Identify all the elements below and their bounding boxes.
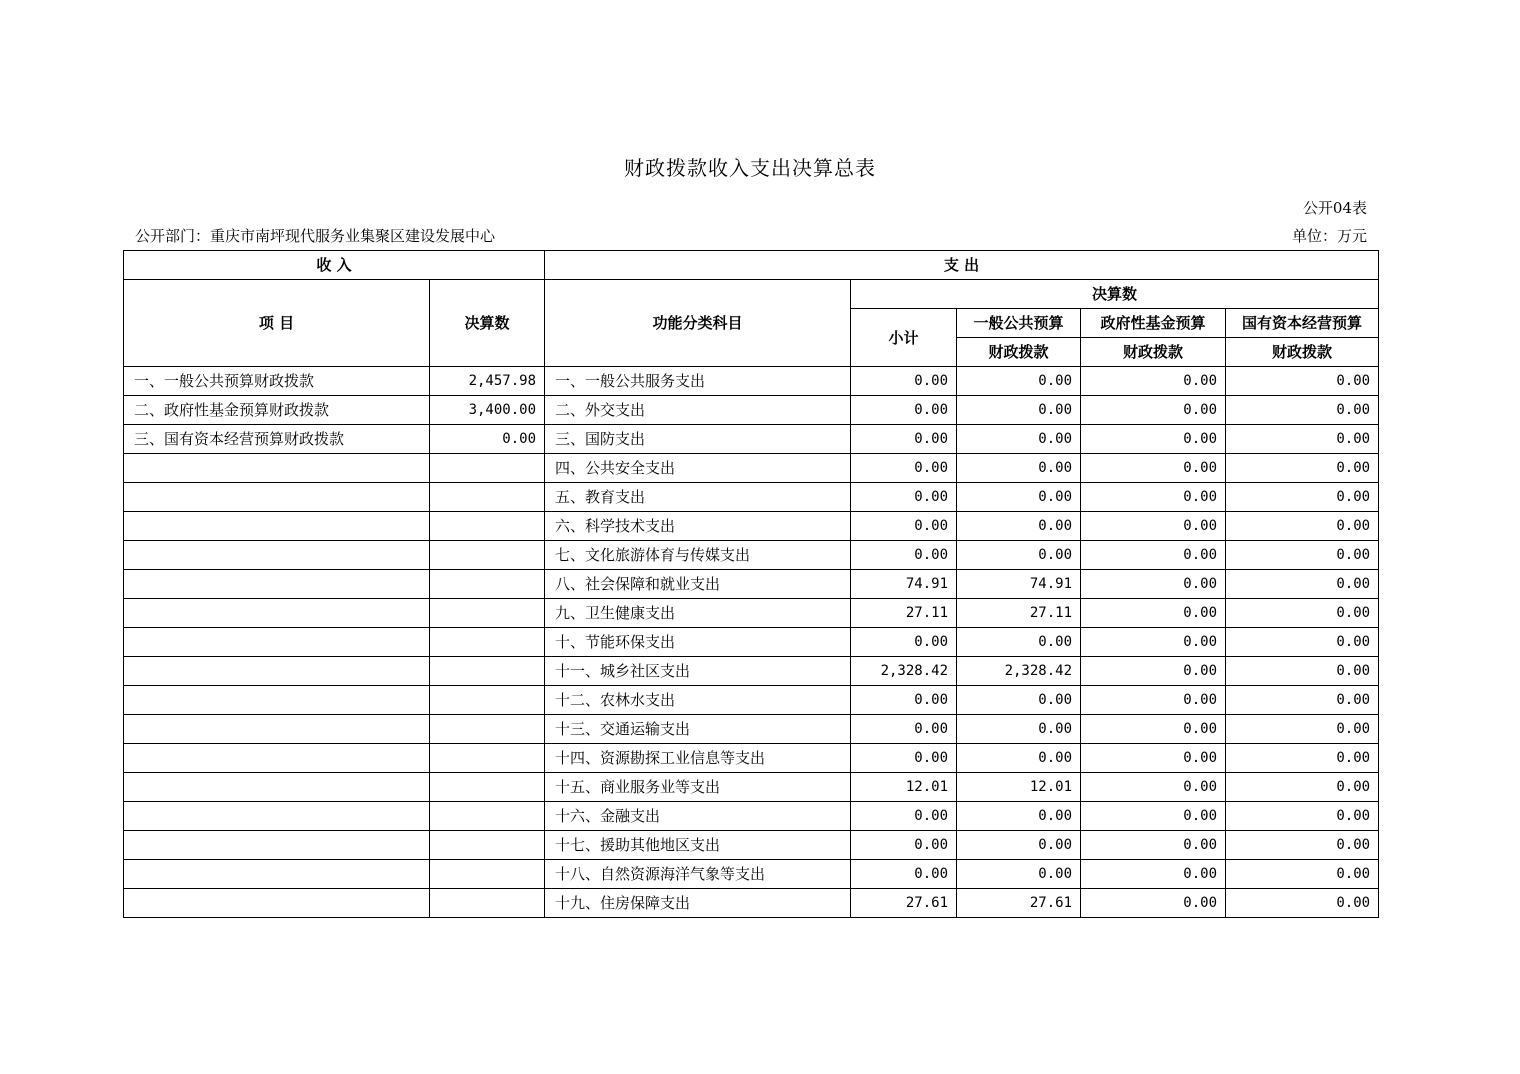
income-amount-cell [430, 599, 545, 628]
table-row [124, 889, 1379, 918]
table-row [124, 396, 1379, 425]
income-amount-cell [430, 483, 545, 512]
income-amount-cell [430, 628, 545, 657]
general-budget-cell: 0.00 [957, 454, 1081, 483]
state-capital-header-line1: 国有资本经营预算 [1226, 309, 1379, 338]
fiscal-appropriation-table [123, 250, 1379, 918]
income-amount-cell [430, 686, 545, 715]
subtotal-cell: 0.00 [851, 454, 957, 483]
income-header: 收 入 [124, 251, 545, 280]
gov-fund-cell: 0.00 [1081, 831, 1226, 860]
income-amount-cell [430, 657, 545, 686]
general-budget-cell: 0.00 [957, 483, 1081, 512]
subtotal-cell: 27.11 [851, 599, 957, 628]
income-item-cell [124, 541, 430, 570]
income-item-cell [124, 628, 430, 657]
expense-item-cell: 二、外交支出 [545, 396, 851, 425]
income-amount-cell [430, 889, 545, 918]
state-capital-header-line2: 财政拨款 [1226, 338, 1379, 367]
income-item-cell [124, 599, 430, 628]
table-row [124, 657, 1379, 686]
expense-item-cell: 十四、资源勘探工业信息等支出 [545, 744, 851, 773]
gov-fund-cell: 0.00 [1081, 686, 1226, 715]
income-amount-cell [430, 541, 545, 570]
subtotal-cell: 0.00 [851, 512, 957, 541]
table-row [124, 512, 1379, 541]
final-amount-header: 决算数 [851, 280, 1379, 309]
subtotal-cell: 0.00 [851, 396, 957, 425]
gov-fund-cell: 0.00 [1081, 657, 1226, 686]
state-capital-cell: 0.00 [1226, 744, 1379, 773]
table-row [124, 802, 1379, 831]
income-item-cell [124, 570, 430, 599]
state-capital-cell: 0.00 [1226, 599, 1379, 628]
expense-item-cell: 九、卫生健康支出 [545, 599, 851, 628]
income-item-cell [124, 512, 430, 541]
gov-fund-cell: 0.00 [1081, 599, 1226, 628]
table-row [124, 744, 1379, 773]
state-capital-cell: 0.00 [1226, 686, 1379, 715]
table-row [124, 860, 1379, 889]
subtotal-cell: 0.00 [851, 802, 957, 831]
gov-fund-cell: 0.00 [1081, 367, 1226, 396]
expense-item-cell: 三、国防支出 [545, 425, 851, 454]
gov-fund-cell: 0.00 [1081, 860, 1226, 889]
income-item-cell [124, 657, 430, 686]
table-row [124, 454, 1379, 483]
subtotal-cell: 74.91 [851, 570, 957, 599]
income-item-cell [124, 831, 430, 860]
expense-item-cell: 十三、交通运输支出 [545, 715, 851, 744]
table-row [124, 686, 1379, 715]
general-budget-cell: 74.91 [957, 570, 1081, 599]
income-amount-cell [430, 860, 545, 889]
state-capital-cell: 0.00 [1226, 715, 1379, 744]
gov-fund-cell: 0.00 [1081, 889, 1226, 918]
page-title: 财政拨款收入支出决算总表 [624, 156, 876, 180]
gov-fund-cell: 0.00 [1081, 425, 1226, 454]
gov-fund-header-line1: 政府性基金预算 [1081, 309, 1226, 338]
subtotal-cell: 0.00 [851, 715, 957, 744]
gov-fund-cell: 0.00 [1081, 570, 1226, 599]
table-row [124, 628, 1379, 657]
gov-fund-cell: 0.00 [1081, 396, 1226, 425]
income-amount-cell: 3,400.00 [430, 396, 545, 425]
table-row [124, 831, 1379, 860]
general-budget-cell: 12.01 [957, 773, 1081, 802]
expense-item-cell: 十一、城乡社区支出 [545, 657, 851, 686]
general-budget-header-line1: 一般公共预算 [957, 309, 1081, 338]
income-item-cell [124, 773, 430, 802]
income-item-cell [124, 715, 430, 744]
income-amount-cell [430, 773, 545, 802]
gov-fund-cell: 0.00 [1081, 483, 1226, 512]
state-capital-cell: 0.00 [1226, 860, 1379, 889]
state-capital-cell: 0.00 [1226, 773, 1379, 802]
subtotal-cell: 0.00 [851, 831, 957, 860]
income-amount-cell [430, 831, 545, 860]
subtotal-cell: 0.00 [851, 860, 957, 889]
income-amount-cell [430, 715, 545, 744]
gov-fund-cell: 0.00 [1081, 512, 1226, 541]
general-budget-cell: 0.00 [957, 512, 1081, 541]
income-item-cell [124, 686, 430, 715]
table-row [124, 715, 1379, 744]
expense-item-cell: 十七、援助其他地区支出 [545, 831, 851, 860]
income-amount-cell [430, 570, 545, 599]
subtotal-cell: 0.00 [851, 483, 957, 512]
state-capital-cell: 0.00 [1226, 657, 1379, 686]
unit-label: 单位：万元 [1291, 227, 1367, 245]
expense-item-cell: 四、公共安全支出 [545, 454, 851, 483]
income-item-cell [124, 454, 430, 483]
expense-header: 支 出 [545, 251, 1379, 280]
expense-item-cell: 十二、农林水支出 [545, 686, 851, 715]
general-budget-cell: 0.00 [957, 396, 1081, 425]
income-amount-cell: 0.00 [430, 425, 545, 454]
general-budget-cell: 0.00 [957, 802, 1081, 831]
expense-item-cell: 五、教育支出 [545, 483, 851, 512]
expense-item-cell: 十八、自然资源海洋气象等支出 [545, 860, 851, 889]
income-item-cell [124, 860, 430, 889]
function-category-header: 功能分类科目 [545, 280, 851, 367]
table-row [124, 541, 1379, 570]
expense-item-cell: 六、科学技术支出 [545, 512, 851, 541]
gov-fund-cell: 0.00 [1081, 454, 1226, 483]
expense-item-cell: 八、社会保障和就业支出 [545, 570, 851, 599]
income-item-cell: 三、国有资本经营预算财政拨款 [124, 425, 430, 454]
income-item-cell [124, 802, 430, 831]
department-label: 公开部门：重庆市南坪现代服务业集聚区建设发展中心 [135, 227, 496, 245]
state-capital-cell: 0.00 [1226, 802, 1379, 831]
income-item-cell: 一、一般公共预算财政拨款 [124, 367, 430, 396]
table-row [124, 367, 1379, 396]
state-capital-cell: 0.00 [1226, 570, 1379, 599]
expense-item-cell: 十五、商业服务业等支出 [545, 773, 851, 802]
gov-fund-cell: 0.00 [1081, 744, 1226, 773]
expense-item-cell: 十九、住房保障支出 [545, 889, 851, 918]
gov-fund-cell: 0.00 [1081, 628, 1226, 657]
gov-fund-cell: 0.00 [1081, 541, 1226, 570]
table-row [124, 425, 1379, 454]
subtotal-cell: 0.00 [851, 541, 957, 570]
table-row [124, 599, 1379, 628]
expense-item-cell: 七、文化旅游体育与传媒支出 [545, 541, 851, 570]
general-budget-cell: 0.00 [957, 628, 1081, 657]
income-item-cell [124, 744, 430, 773]
income-amount-cell: 2,457.98 [430, 367, 545, 396]
gov-fund-cell: 0.00 [1081, 773, 1226, 802]
subtotal-cell: 0.00 [851, 686, 957, 715]
income-amount-cell [430, 512, 545, 541]
table-row [124, 483, 1379, 512]
subtotal-cell: 0.00 [851, 425, 957, 454]
income-item-cell: 二、政府性基金预算财政拨款 [124, 396, 430, 425]
subtotal-cell: 0.00 [851, 367, 957, 396]
income-item-cell [124, 483, 430, 512]
gov-fund-header-line2: 财政拨款 [1081, 338, 1226, 367]
state-capital-cell: 0.00 [1226, 541, 1379, 570]
general-budget-header-line2: 财政拨款 [957, 338, 1081, 367]
state-capital-cell: 0.00 [1226, 396, 1379, 425]
general-budget-cell: 0.00 [957, 425, 1081, 454]
income-amount-cell [430, 802, 545, 831]
state-capital-cell: 0.00 [1226, 889, 1379, 918]
general-budget-cell: 2,328.42 [957, 657, 1081, 686]
general-budget-cell: 0.00 [957, 715, 1081, 744]
general-budget-cell: 0.00 [957, 541, 1081, 570]
subtotal-cell: 0.00 [851, 744, 957, 773]
state-capital-cell: 0.00 [1226, 831, 1379, 860]
expense-item-cell: 一、一般公共服务支出 [545, 367, 851, 396]
gov-fund-cell: 0.00 [1081, 715, 1226, 744]
subtotal-cell: 12.01 [851, 773, 957, 802]
table-number: 公开04表 [1302, 199, 1367, 217]
general-budget-cell: 0.00 [957, 686, 1081, 715]
income-amount-cell [430, 454, 545, 483]
general-budget-cell: 0.00 [957, 860, 1081, 889]
general-budget-cell: 0.00 [957, 831, 1081, 860]
expense-item-cell: 十、节能环保支出 [545, 628, 851, 657]
table-body [124, 367, 1379, 918]
income-amount-header: 决算数 [430, 280, 545, 367]
state-capital-cell: 0.00 [1226, 483, 1379, 512]
general-budget-cell: 0.00 [957, 367, 1081, 396]
item-header: 项 目 [124, 280, 430, 367]
table-row [124, 773, 1379, 802]
state-capital-cell: 0.00 [1226, 628, 1379, 657]
subtotal-header: 小计 [851, 309, 957, 367]
income-amount-cell [430, 744, 545, 773]
state-capital-cell: 0.00 [1226, 454, 1379, 483]
subtotal-cell: 0.00 [851, 628, 957, 657]
gov-fund-cell: 0.00 [1081, 802, 1226, 831]
income-item-cell [124, 889, 430, 918]
state-capital-cell: 0.00 [1226, 425, 1379, 454]
state-capital-cell: 0.00 [1226, 512, 1379, 541]
table-row [124, 570, 1379, 599]
subtotal-cell: 2,328.42 [851, 657, 957, 686]
expense-item-cell: 十六、金融支出 [545, 802, 851, 831]
state-capital-cell: 0.00 [1226, 367, 1379, 396]
general-budget-cell: 0.00 [957, 744, 1081, 773]
general-budget-cell: 27.61 [957, 889, 1081, 918]
subtotal-cell: 27.61 [851, 889, 957, 918]
general-budget-cell: 27.11 [957, 599, 1081, 628]
